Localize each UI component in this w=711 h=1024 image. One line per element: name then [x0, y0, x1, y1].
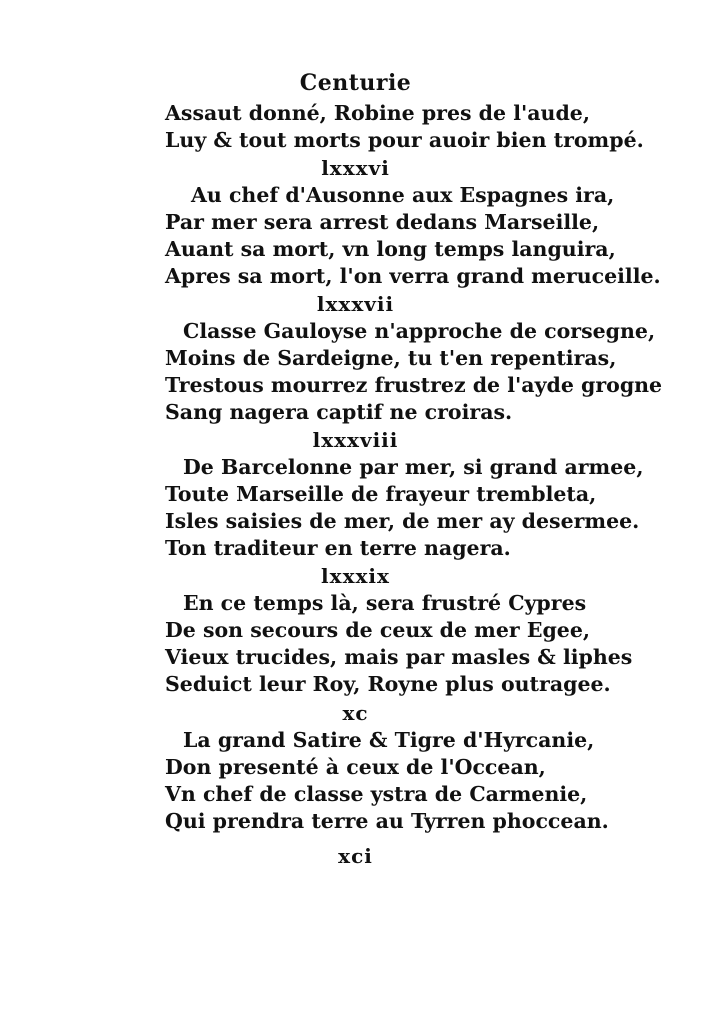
verse-line: Isles saisies de mer, de mer ay desermee. — [165, 509, 640, 533]
verse-line: Au chef d'Ausonne aux Espagnes ira, — [191, 183, 615, 207]
quatrain-number: lxxxvi — [321, 156, 390, 180]
quatrain-number: lxxxviii — [312, 428, 399, 452]
quatrain — [165, 182, 661, 290]
verse-line: Sang nagera captif ne croiras. — [165, 400, 513, 424]
verse-line: Vieux trucides, mais par masles & liphes — [165, 645, 633, 669]
verse-line: Qui prendra terre au Tyrren phoccean. — [165, 809, 609, 833]
verse-line: En ce temps là, sera frustré Cypres — [183, 591, 587, 615]
quatrain — [165, 727, 645, 835]
verse-line: Auant sa mort, vn long temps languira, — [165, 237, 616, 261]
verse-line: Trestous mourrez frustrez de l'ayde grogne — [165, 373, 663, 397]
verse-line: De son secours de ceux de mer Egee, — [165, 618, 591, 642]
verse-line: Luy & tout morts pour auoir bien trompé. — [165, 128, 644, 152]
verse-line: Apres sa mort, l'on verra grand meruceille. — [165, 264, 661, 288]
verse-line: Assaut donné, Robine pres de l'aude, — [165, 101, 590, 125]
verse-line: Seduict leur Roy, Royne plus outragee. — [165, 672, 611, 696]
verse-line: De Barcelonne par mer, si grand armee, — [183, 455, 644, 479]
quatrain — [165, 454, 645, 562]
verse-line: Vn chef de classe ystra de Carmenie, — [165, 782, 588, 806]
page-title: Centurie — [299, 70, 412, 96]
verse-line: Par mer sera arrest dedans Marseille, — [165, 210, 600, 234]
quatrain — [165, 318, 663, 426]
verse-line: Ton traditeur en terre nagera. — [165, 536, 511, 560]
quatrain-number: lxxxix — [321, 564, 390, 588]
quatrain-number: xci — [338, 844, 373, 868]
verse-line: Classe Gauloyse n'approche de corsegne, — [183, 319, 656, 343]
verse-line: Toute Marseille de frayeur trembleta, — [165, 482, 597, 506]
quatrain-number: xc — [342, 701, 369, 725]
quatrain — [165, 590, 645, 698]
verse-line: La grand Satire & Tigre d'Hyrcanie, — [183, 728, 595, 752]
fragment-block — [165, 100, 645, 154]
verse-line: Don presenté à ceux de l'Occean, — [165, 755, 546, 779]
verse-line: Moins de Sardeigne, tu t'en repentiras, — [165, 346, 617, 370]
quatrain-number: lxxxvii — [316, 292, 395, 316]
